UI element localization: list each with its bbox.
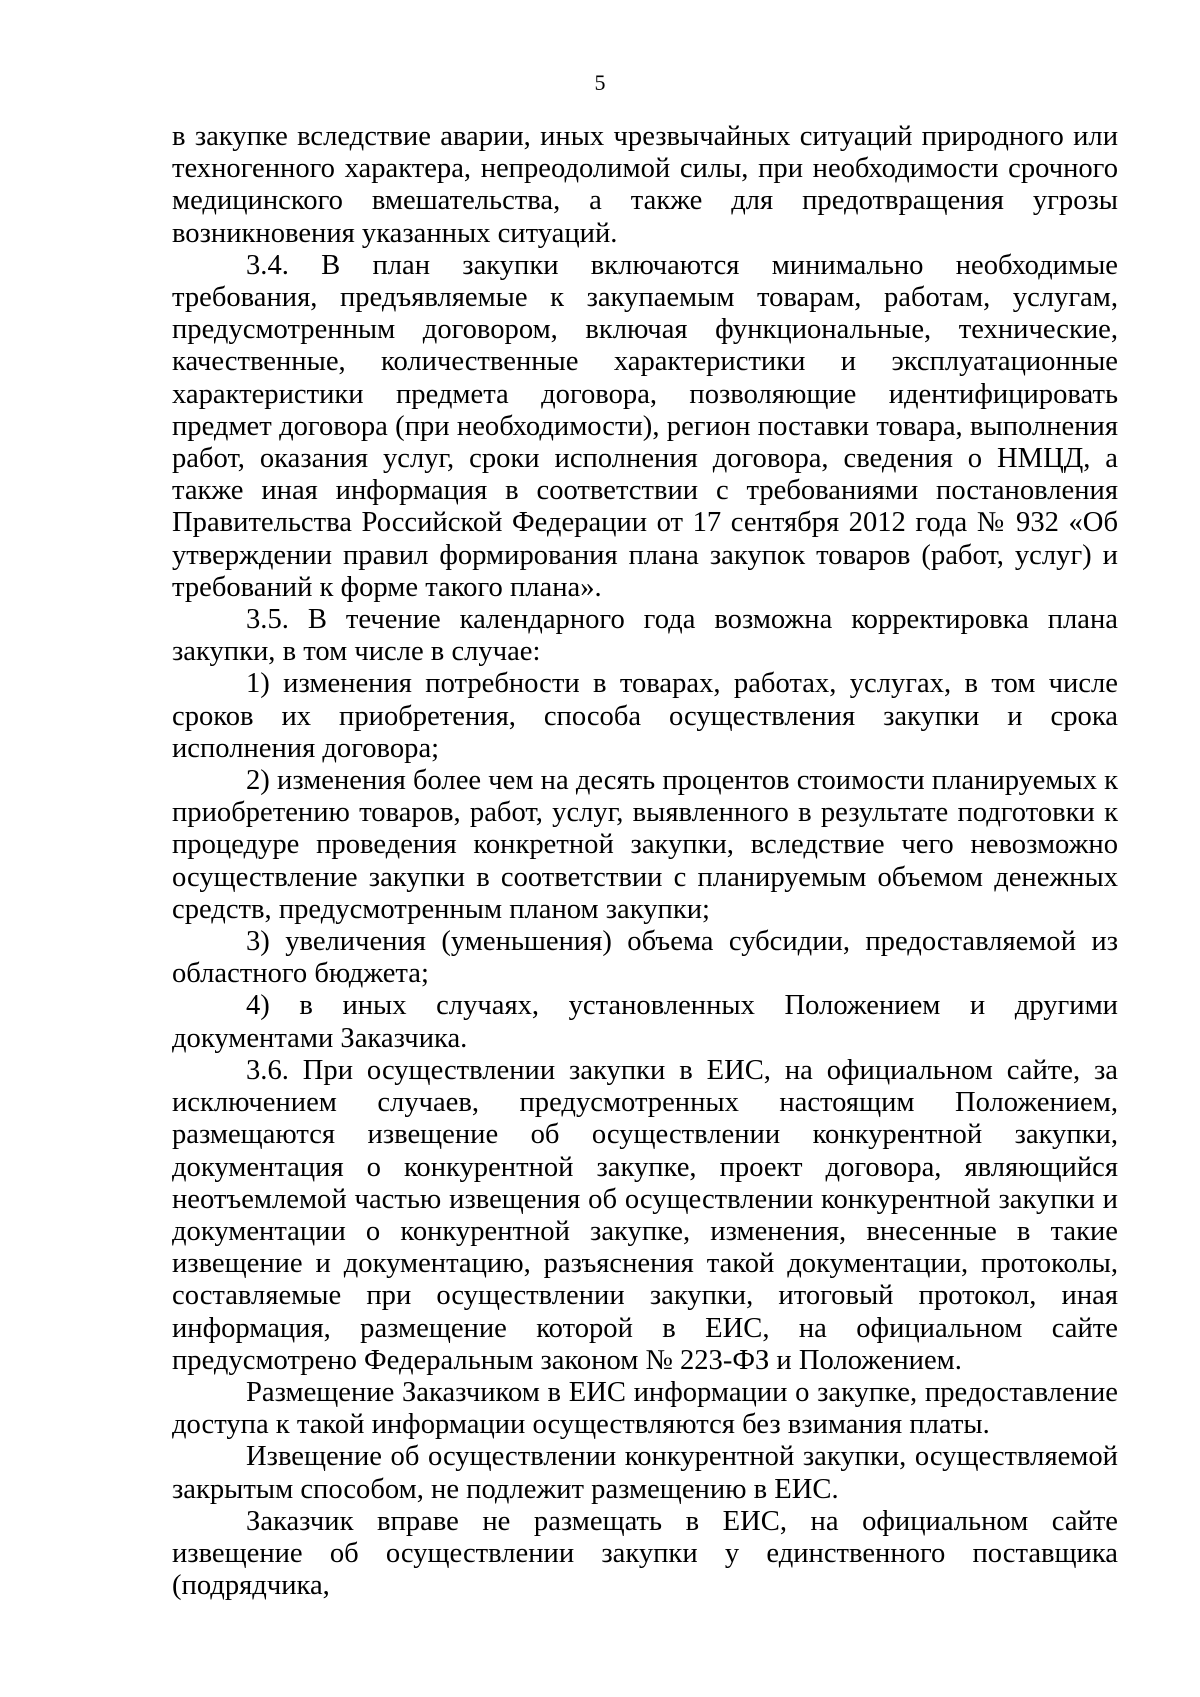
list-item-4: 4) в иных случаях, установленных Положением и другими документами Заказчика. <box>172 990 1118 1054</box>
paragraph-free-access: Размещение Заказчиком в ЕИС информации о закупке, предоставление доступа к такой информации осуществляются без взимания платы. <box>172 1376 1118 1441</box>
list-item-2: 2) изменения более чем на десять процентов стоимости планируемых к приобретению товаров, работ, услуг, выявленного в результате подготовки к процедуре проведения конкретной закупки, вследствие чего невозможно осуществление закупки в соответствии с планируемым объемом денежных средств, предусмотренным планом закупки; <box>172 765 1118 925</box>
paragraph-3-6: 3.6. При осуществлении закупки в ЕИС, на официальном сайте, за исключением случаев, предусмотренных настоящим Положением, размещаются извещение об осуществлении конкурентной закупки, документация о конкурентной закупке, проект договора, являющийся неотъемлемой частью извещения об осуществлении конкурентной закупки и документации о конкурентной закупке, изменения, внесенные в такие извещение и документацию, разъяснения такой документации, протоколы, составляемые при осуществлении закупки, итоговый протокол, иная информация, размещение которой в ЕИС, на официальном сайте предусмотрено Федеральным законом № 223-ФЗ и Положением. <box>172 1054 1118 1376</box>
paragraph-3-4: 3.4. В план закупки включаются минимально необходимые требования, предъявляемые к закупаемым товарам, работам, услугам, предусмотренным договором, включая функциональные, технические, качественные, количественные характеристики и эксплуатационные характеристики предмета договора, позволяющие идентифицировать предмет договора (при необходимости), регион поставки товара, выполнения работ, оказания услуг, сроки исполнения договора, сведения о НМЦД, а также иная информация в соответствии с требованиями постановления Правительства Российской Федерации от 17 сентября 2012 года № 932 «Об утверждении правил формирования плана закупок товаров (работ, услуг) и требований к форме такого плана». <box>172 249 1118 603</box>
paragraph-continuation: в закупке вследствие аварии, иных чрезвычайных ситуаций природного или техногенного характера, непреодолимой силы, при необходимости срочного медицинского вмешательства, а также для предотвращения угрозы возникновения указанных ситуаций. <box>172 121 1118 249</box>
paragraph-closed-procurement: Извещение об осуществлении конкурентной закупки, осуществляемой закрытым способом, не подлежит размещению в ЕИС. <box>172 1441 1118 1505</box>
page-number: 5 <box>594 70 606 95</box>
list-item-3: 3) увеличения (уменьшения) объема субсидии, предоставляемой из областного бюджета; <box>172 926 1118 990</box>
paragraph-3-5: 3.5. В течение календарного года возможна корректировка плана закупки, в том числе в случае: <box>172 604 1118 668</box>
document-body <box>172 121 1118 1602</box>
paragraph-single-supplier: Заказчик вправе не размещать в ЕИС, на официальном сайте извещение об осуществлении закупки у единственного поставщика (подрядчика, <box>172 1505 1118 1602</box>
list-item-1: 1) изменения потребности в товарах, работах, услугах, в том числе сроков их приобретения, способа осуществления закупки и срока исполнения договора; <box>172 668 1118 764</box>
